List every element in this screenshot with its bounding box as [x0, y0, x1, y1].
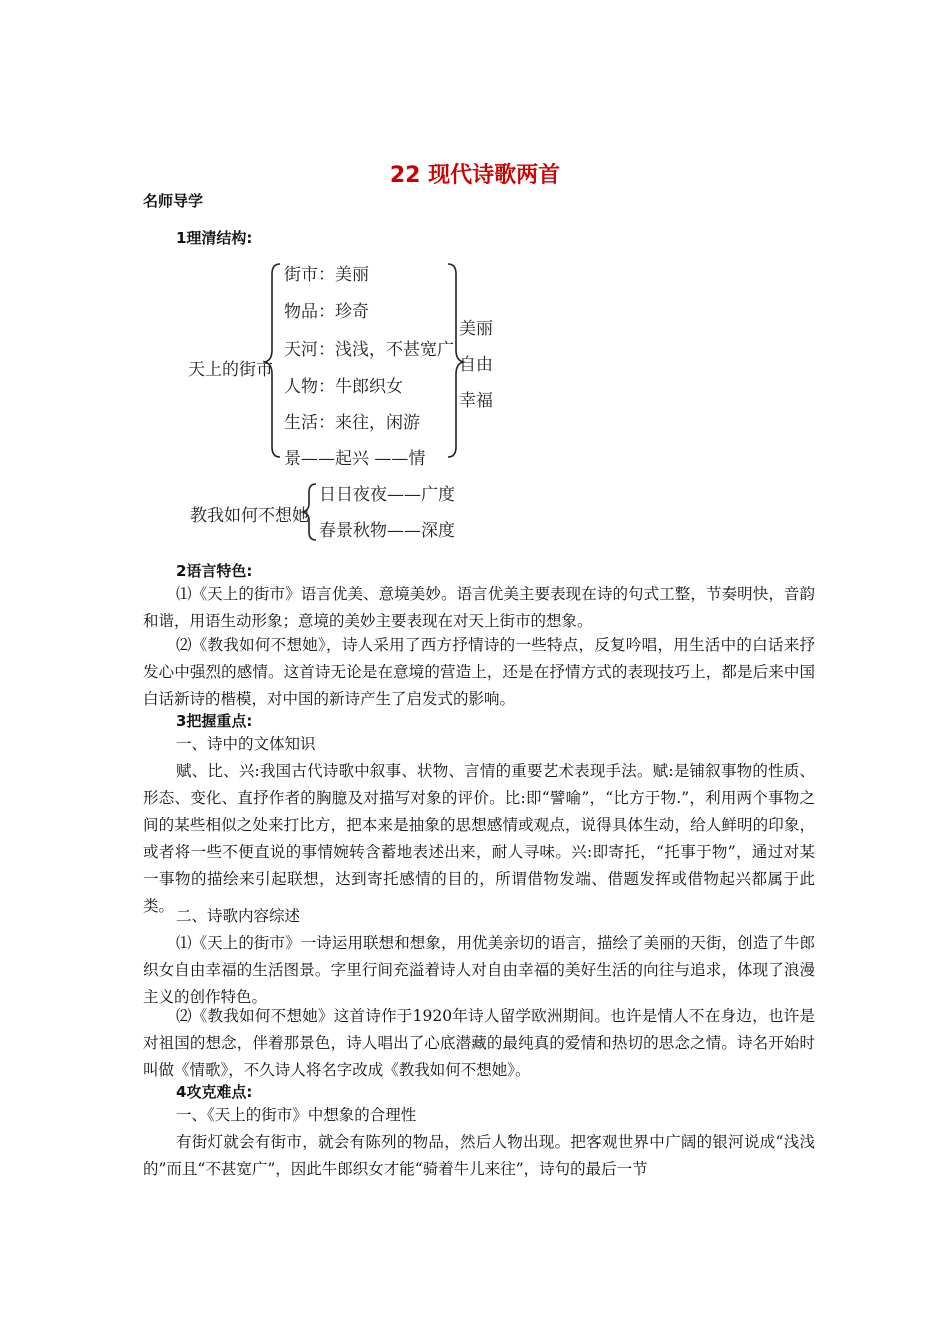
subheading: 一、诗中的文体知识: [176, 735, 316, 753]
paragraph: ⑵《教我如何不想她》，诗人采用了西方抒情诗的一些特点，反复吟唱，用生活中的白话来抒发心中强烈的感情。这首诗无论是在意境的营造上，还是在抒情方式的表现技巧上，都是后来中国白话新诗的楷模，对中国的新诗产生了启发式的影响。: [143, 636, 815, 708]
diagram-item: 物品：珍奇: [284, 302, 369, 322]
structure-diagram: [176, 252, 494, 542]
diagram-item-2: 日日夜夜——广度: [319, 485, 455, 505]
diagram-item: 人物：牛郎织女: [284, 377, 403, 397]
section-3-heading: 3把握重点:: [176, 712, 253, 730]
section-subtitle: 名师导学: [143, 192, 204, 210]
subheading: 一、《天上的街市》中想象的合理性: [176, 1106, 417, 1124]
diagram-item: 景——起兴 ——情: [284, 449, 426, 469]
diagram-item: 街市：美丽: [284, 265, 369, 285]
diagram-item: 天河：浅浅，不甚宽广: [284, 340, 454, 360]
page-title: 22 现代诗歌两首: [389, 163, 561, 188]
diagram-item-2: 春景秋物——深度: [319, 521, 455, 541]
section-1-heading: 1理清结构:: [176, 229, 253, 247]
paragraph: ⑴《天上的街市》一诗运用联想和想象，用优美亲切的语言，描绘了美丽的天街，创造了牛郎织女自由幸福的生活图景。字里行间充溢着诗人对自由幸福的美好生活的向往与追求，体现了浪漫主义的创作特色。: [143, 934, 815, 1006]
diagram-theme: 幸福: [459, 391, 493, 411]
poem-1-title: 天上的街市: [188, 360, 273, 380]
diagram-theme: 美丽: [459, 319, 493, 339]
diagram-theme: 自由: [459, 355, 493, 375]
poem-2-title: 教我如何不想她: [190, 506, 309, 526]
diagram-item: 生活：来往，闲游: [284, 413, 420, 433]
paragraph: ⑵《教我如何不想她》这首诗作于1920年诗人留学欧洲期间。也许是情人不在身边，也许是对祖国的想念，伴着那景色，诗人唱出了心底潜藏的最纯真的爱情和热切的思念之情。诗名开始时叫做《情歌》，不久诗人将名字改成《教我如何不想她》。: [143, 1007, 815, 1079]
subheading: 二、诗歌内容综述: [176, 907, 301, 925]
paragraph: 赋、比、兴:我国古代诗歌中叙事、状物、言情的重要艺术表现手法。赋:是铺叙事物的性质、形态、变化、直抒作者的胸臆及对描写对象的评价。比:即“譬喻”，“比方于物.”，利用两个事物之间的某些相似之处来打比方，把本来是抽象的思想感情或观点，说得具体生动，给人鲜明的印象，或者将一些不便直说的事情婉转含蓄地表述出来，耐人寻味。兴:即寄托，“托事于物”，通过对某一事物的描绘来引起联想，达到寄托感情的目的，所谓借物发端、借题发挥或借物起兴都属于此类。: [143, 762, 815, 915]
section-2-heading: 2语言特色:: [176, 562, 253, 580]
section-4-heading: 4攻克难点:: [176, 1083, 253, 1101]
paragraph: ⑴《天上的街市》语言优美、意境美妙。语言优美主要表现在诗的句式工整，节奏明快，音韵和谐，用语生动形象；意境的美妙主要表现在对天上街市的想象。: [143, 585, 815, 630]
paragraph: 有街灯就会有街市，就会有陈列的物品，然后人物出现。把客观世界中广阔的银河说成“浅浅的”而且“不甚宽广”，因此牛郎织女才能“骑着牛儿来往”，诗句的最后一节: [143, 1133, 815, 1178]
